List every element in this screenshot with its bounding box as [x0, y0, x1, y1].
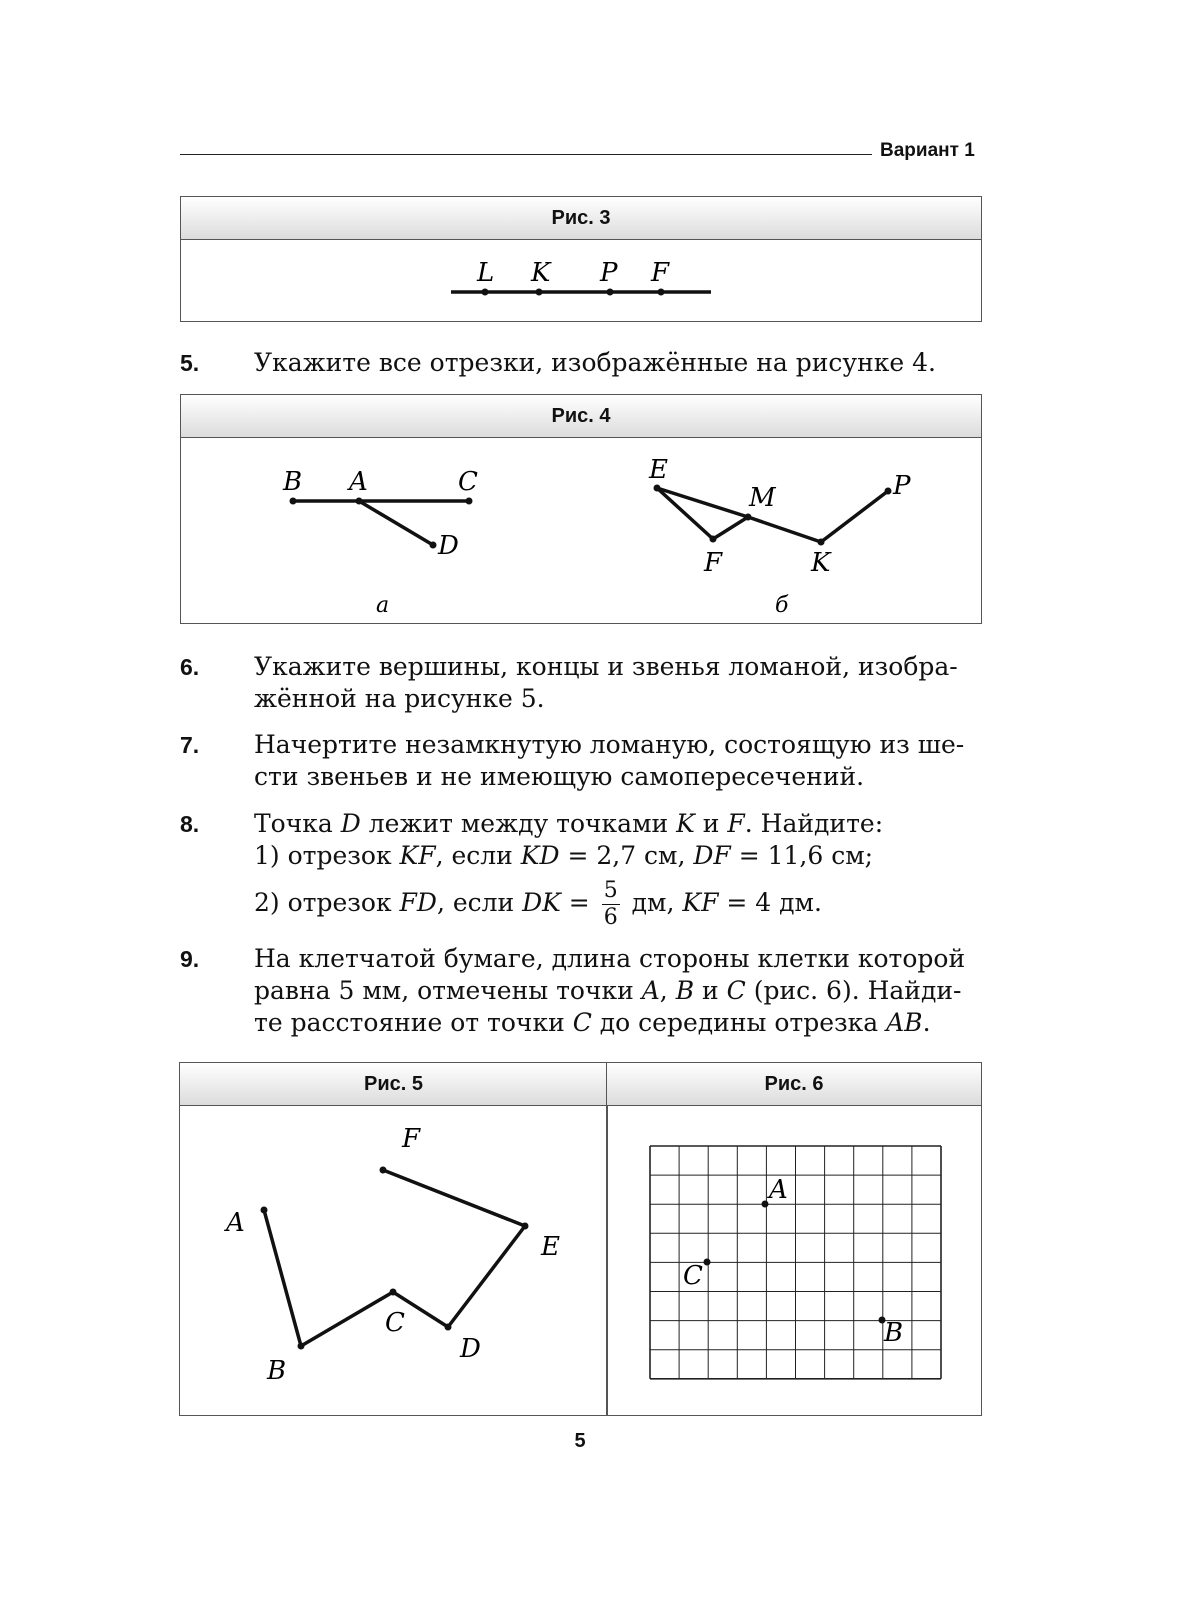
figure-3 [180, 196, 982, 322]
task-number: 6. [180, 654, 200, 680]
label-E: E [649, 455, 668, 485]
fraction: $\frac{5}{6}$ [603, 878, 618, 930]
figure-3-title: Рис. 3 [181, 197, 981, 240]
point-D [445, 1324, 452, 1331]
point-A [261, 1207, 268, 1214]
task-number: 8. [180, 811, 200, 837]
point-E [522, 1223, 529, 1230]
task-text-line: те расстояние от точки C до середины отрезка AB. [254, 1008, 931, 1037]
task-5 [180, 347, 980, 379]
task-text-line: Начертите незамкнутую ломаную, состоящую из ше- [254, 730, 965, 759]
label-P: P [600, 258, 618, 288]
point-D [430, 542, 437, 549]
task-9 [180, 943, 980, 1039]
label-C: C [458, 467, 478, 497]
figure-5-drawing [180, 1106, 606, 1416]
figure-4 [180, 394, 982, 624]
caption-a: а [376, 593, 390, 618]
task-number: 7. [180, 732, 200, 758]
caption-b: б [775, 593, 789, 618]
task-number: 9. [180, 946, 200, 972]
point-B [290, 498, 297, 505]
variant-label: Вариант 1 [880, 140, 975, 161]
point-A [762, 1201, 769, 1208]
task-6 [180, 651, 980, 715]
header-rule [180, 154, 872, 155]
label-M: M [749, 483, 776, 513]
figure-4b [648, 455, 911, 618]
point-F [658, 289, 665, 296]
point-E [654, 485, 661, 492]
label-L: L [477, 258, 495, 288]
task-text-line: сти звеньев и не имеющую самопересечений. [254, 762, 865, 791]
figure-3-drawing [181, 240, 980, 320]
figure-5-title: Рис. 5 [180, 1063, 607, 1106]
point-P [607, 289, 614, 296]
task-text-line: 1) отрезок KF, если KD = 2,7 см, DF = 11,6 см; [254, 841, 874, 870]
segment-AD [359, 501, 433, 545]
label-B: B [283, 467, 303, 497]
task-text-line: Точка D лежит между точками K и F. Найдите: [254, 809, 884, 838]
task-text-line: жённой на рисунке 5. [254, 684, 545, 713]
label-B: B [884, 1318, 904, 1348]
point-M [745, 514, 752, 521]
point-B [298, 1343, 305, 1350]
point-C [704, 1259, 711, 1266]
figure-4-title: Рис. 4 [181, 395, 981, 438]
figure-4-drawing [181, 438, 980, 624]
label-D: D [460, 1334, 481, 1364]
label-K: K [531, 258, 551, 288]
label-F: F [402, 1124, 421, 1154]
point-C [466, 498, 473, 505]
task-8 [180, 808, 980, 938]
task-text-line: Укажите вершины, концы и звенья ломаной, изобра- [254, 652, 958, 681]
point-C [390, 1289, 397, 1296]
label-A: A [769, 1175, 788, 1205]
point-K [536, 289, 543, 296]
page-number: 5 [574, 1430, 586, 1452]
task-text-line: На клетчатой бумаге, длина стороны клетки которой [254, 944, 966, 973]
figure-6-title: Рис. 6 [607, 1063, 981, 1106]
figure-5 [179, 1062, 608, 1416]
point-L [482, 289, 489, 296]
label-A: A [349, 467, 368, 497]
task-number: 5. [180, 350, 200, 376]
label-E: E [541, 1232, 560, 1262]
figure-6 [606, 1062, 982, 1416]
figure-6-drawing [607, 1106, 980, 1416]
label-K: K [811, 548, 831, 578]
label-C: C [683, 1261, 703, 1291]
label-D: D [438, 531, 459, 561]
point-A [356, 498, 363, 505]
task-7 [180, 729, 980, 793]
label-F: F [651, 258, 670, 288]
point-P [885, 488, 892, 495]
point-F [380, 1167, 387, 1174]
point-F [710, 536, 717, 543]
task-text: Укажите все отрезки, изображённые на рисунке 4. [254, 348, 936, 377]
label-F: F [704, 548, 723, 578]
figure-4a [282, 467, 478, 618]
task-text-line: равна 5 мм, отмечены точки A, B и C (рис. 6). Найди- [254, 976, 962, 1005]
label-C: C [385, 1308, 405, 1338]
label-P: P [893, 471, 911, 501]
label-A: A [226, 1208, 245, 1238]
task-text-line: 2) отрезок FD, если DK = $\frac{5}{6}$ дм, KF = 4 дм. [254, 878, 822, 930]
point-K [818, 539, 825, 546]
label-B: B [267, 1356, 287, 1386]
